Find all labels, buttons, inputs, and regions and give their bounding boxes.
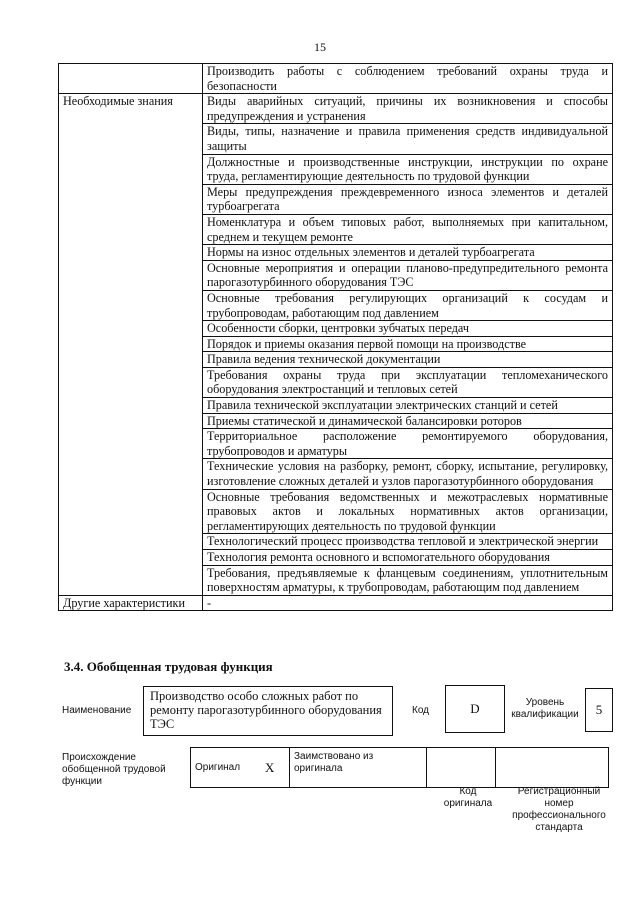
borrowed-label: Заимствовано из оригинала bbox=[290, 748, 427, 788]
original-mark: X bbox=[261, 748, 290, 788]
row-value: Производить работы с соблюдением требований охраны труда и безопасности bbox=[203, 64, 613, 94]
row-value: Технологический процесс производства тепловой и электрической энергии bbox=[203, 534, 613, 550]
code-value-box: D bbox=[445, 685, 505, 733]
name-label: Наименование bbox=[62, 705, 132, 716]
level-value-box: 5 bbox=[585, 688, 613, 732]
original-label: Оригинал bbox=[191, 748, 262, 788]
row-value: Территориальное расположение ремонтируемого оборудования, трубопроводов и арматуры bbox=[203, 429, 613, 459]
row-value: Порядок и приемы оказания первой помощи на производстве bbox=[203, 336, 613, 352]
code-original-label: Код оригинала bbox=[443, 786, 493, 809]
row-value: Требования, предъявляемые к фланцевым соединениям, уплотнительным поверхностям арматуры, к трубопроводам, работающим под давлением bbox=[203, 565, 613, 595]
row-value: - bbox=[203, 595, 613, 611]
row-key: Необходимые знания bbox=[59, 94, 203, 596]
row-value: Должностные и производственные инструкции, инструкции по охране труда, регламентирующие деятельность по трудовой функции bbox=[203, 154, 613, 184]
row-value: Виды, типы, назначение и правила применения средств индивидуальной защиты bbox=[203, 124, 613, 154]
table-row bbox=[59, 94, 613, 124]
row-value: Нормы на износ отдельных элементов и деталей турбоагрегата bbox=[203, 245, 613, 261]
row-value: Технология ремонта основного и вспомогательного оборудования bbox=[203, 550, 613, 566]
row-value: Правила ведения технической документации bbox=[203, 352, 613, 368]
code-original-cell bbox=[427, 748, 496, 788]
level-label: Уровень квалификации bbox=[511, 697, 579, 720]
code-label: Код bbox=[412, 705, 430, 716]
reg-number-cell bbox=[496, 748, 609, 788]
row-value: Номенклатура и объем типовых работ, выполняемых при капитальном, среднем и текущем ремонте bbox=[203, 214, 613, 244]
row-value: Правила технической эксплуатации электрических станций и сетей bbox=[203, 398, 613, 414]
row-key bbox=[59, 64, 203, 94]
reg-number-label: Регистрационный номер профессионального стандарта bbox=[512, 786, 606, 833]
row-value: Приемы статической и динамической балансировки роторов bbox=[203, 413, 613, 429]
origin-label: Происхождение обобщенной трудовой функции bbox=[62, 752, 166, 787]
table-row bbox=[59, 595, 613, 611]
row-value: Виды аварийных ситуаций, причины их возникновения и способы предупреждения и устранения bbox=[203, 94, 613, 124]
section-title: 3.4. Обобщенная трудовая функция bbox=[64, 659, 273, 674]
table-row bbox=[59, 64, 613, 94]
knowledge-table bbox=[58, 63, 613, 611]
row-value: Меры предупреждения преждевременного износа элементов и деталей турбоагрегата bbox=[203, 184, 613, 214]
row-key: Другие характеристики bbox=[59, 595, 203, 611]
row-value: Основные требования регулирующих организаций к сосудам и трубопроводам, работающим под давлением bbox=[203, 290, 613, 320]
origin-table bbox=[190, 747, 609, 788]
row-value: Требования охраны труда при эксплуатации тепломеханического оборудования электростанций и тепловых сетей bbox=[203, 367, 613, 397]
name-value-box: Производство особо сложных работ по ремонту парогазотурбинного оборудования ТЭС bbox=[143, 686, 393, 736]
row-value: Основные требования ведомственных и межотраслевых нормативные правовых актов и локальных нормативных актов организации, регламентирующих деятельность по трудовой функции bbox=[203, 489, 613, 534]
page-number: 15 bbox=[314, 40, 326, 54]
row-value: Основные мероприятия и операции планово-предупредительного ремонта парогазотурбинного оборудования ТЭС bbox=[203, 260, 613, 290]
row-value: Особенности сборки, центровки зубчатых передач bbox=[203, 321, 613, 337]
row-value: Технические условия на разборку, ремонт, сборку, испытание, регулировку, изготовление сложных деталей и узлов парогазотурбинного оборудования bbox=[203, 459, 613, 489]
